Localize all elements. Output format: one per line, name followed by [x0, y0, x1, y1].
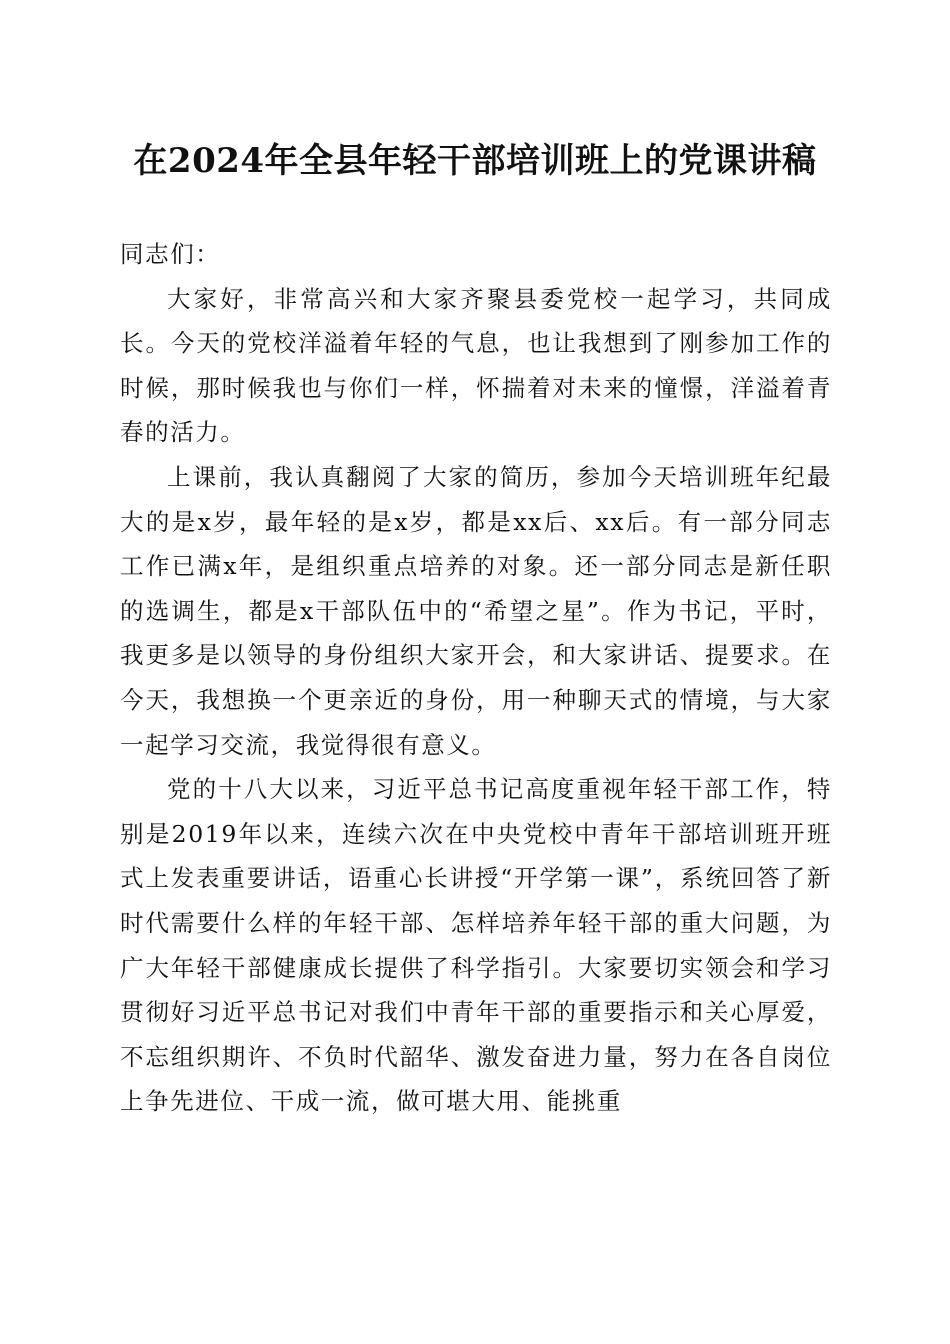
paragraph-1: 大家好，非常高兴和大家齐聚县委党校一起学习，共同成长。今天的党校洋溢着年轻的气息，也让我想到了刚参加工作的时候，那时候我也与你们一样，怀揣着对未来的憧憬，洋溢着青春的活力。 [120, 284, 832, 447]
document-body [120, 232, 832, 1124]
salutation: 同志们： [120, 240, 221, 268]
paragraph-3: 党的十八大以来，习近平总书记高度重视年轻干部工作，特别是2019年以来，连续六次在中央党校中青年干部培训班开班式上发表重要讲话，语重心长讲授“开学第一课”，系统回答了新时代需要什么样的年轻干部、怎样培养年轻干部的重大问题，为广大年轻干部健康成长提供了科学指引。大家要切实领会和学习贯彻好习近平总书记对我们中青年干部的重要指示和关心厚爱，不忘组织期许、不负时代韶华、激发奋进力量，努力在各自岗位上争先进位、干成一流，做可堪大用、能挑重 [120, 775, 832, 1116]
document-title: 在2024年全县年轻干部培训班上的党课讲稿 [133, 141, 817, 181]
paragraph-2: 上课前，我认真翻阅了大家的简历，参加今天培训班年纪最大的是x岁，最年轻的是x岁，都是xx后、xx后。有一部分同志工作已满x年，是组织重点培养的对象。还一部分同志是新任职的选调生，都是x干部队伍中的“希望之星”。作为书记，平时，我更多是以领导的身份组织大家开会，和大家讲话、提要求。在今天，我想换一个更亲近的身份，用一种聊天式的情境，与大家一起学习交流，我觉得很有意义。 [120, 462, 832, 759]
